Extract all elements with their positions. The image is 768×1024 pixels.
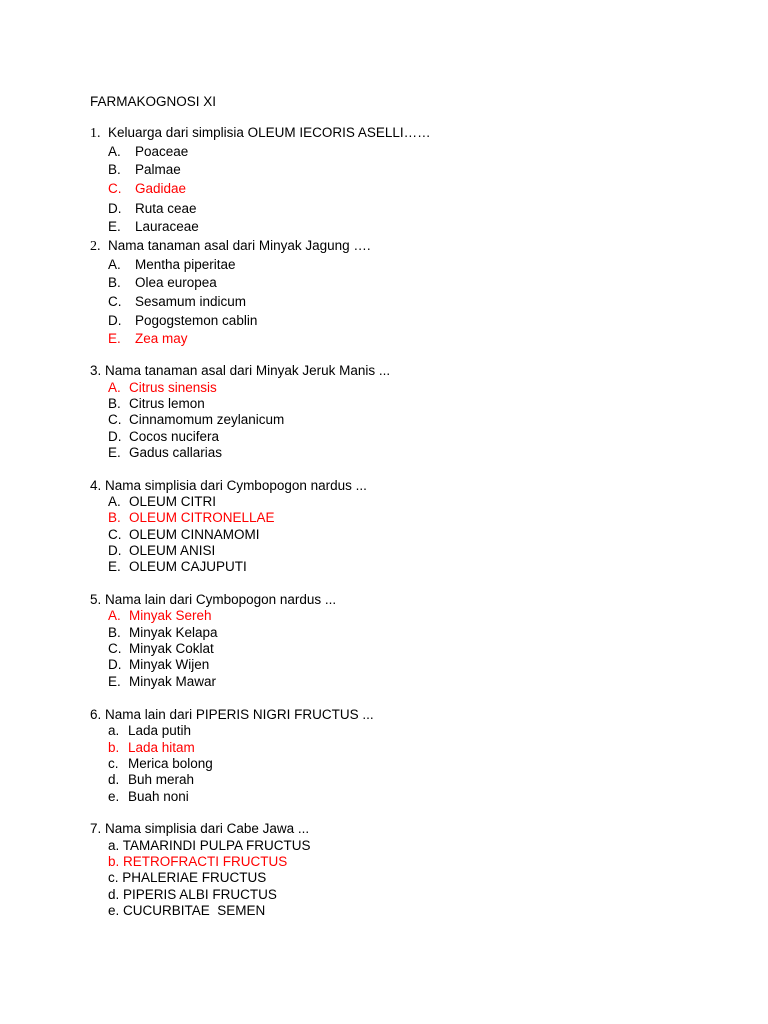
answer-option-correct bbox=[108, 380, 217, 396]
answer-option bbox=[108, 625, 218, 641]
option-text: Poaceae bbox=[135, 144, 189, 159]
option-label: B. bbox=[108, 510, 121, 525]
question-number: 1. bbox=[90, 126, 101, 141]
option-label: A. bbox=[108, 608, 121, 623]
option-label: d. bbox=[108, 887, 120, 902]
option-text: Lada hitam bbox=[128, 740, 195, 755]
option-label: a. bbox=[108, 838, 120, 853]
answer-option-correct bbox=[108, 510, 275, 526]
question-5 bbox=[90, 592, 336, 608]
question-number: 6. bbox=[90, 707, 102, 722]
question-number: 5. bbox=[90, 592, 102, 607]
option-label: e. bbox=[108, 789, 120, 804]
answer-option bbox=[108, 657, 209, 673]
option-label: C. bbox=[108, 181, 122, 196]
option-label: D. bbox=[108, 657, 122, 672]
question-text: Nama lain dari Cymbopogon nardus ... bbox=[105, 592, 337, 607]
option-label: D. bbox=[108, 201, 122, 216]
answer-option bbox=[108, 772, 194, 788]
option-text: OLEUM CITRI bbox=[129, 494, 217, 509]
question-number: 3. bbox=[90, 363, 102, 378]
option-label: b. bbox=[108, 854, 120, 869]
answer-option-correct bbox=[108, 331, 188, 347]
option-text: Zea may bbox=[135, 331, 188, 346]
question-1 bbox=[90, 125, 431, 142]
question-3 bbox=[90, 363, 390, 379]
option-text: PIPERIS ALBI FRUCTUS bbox=[123, 887, 277, 902]
option-text: Lada putih bbox=[128, 723, 192, 738]
question-number: 2. bbox=[90, 239, 101, 254]
answer-option bbox=[108, 641, 214, 657]
answer-option bbox=[108, 429, 219, 445]
option-label: D. bbox=[108, 429, 122, 444]
option-text: Palmae bbox=[135, 162, 181, 177]
question-text: Keluarga dari simplisia OLEUM IECORIS ASELLI…… bbox=[108, 125, 431, 140]
option-label: b. bbox=[108, 740, 120, 755]
option-text: Minyak Wijen bbox=[129, 657, 210, 672]
option-label: c. bbox=[108, 756, 119, 771]
option-text: Pogogstemon cablin bbox=[135, 313, 258, 328]
option-label: B. bbox=[108, 625, 121, 640]
answer-option bbox=[108, 144, 188, 160]
option-text: Minyak Coklat bbox=[129, 641, 214, 656]
answer-option bbox=[108, 294, 246, 310]
option-text: OLEUM CAJUPUTI bbox=[129, 559, 247, 574]
option-label: E. bbox=[108, 559, 121, 574]
option-text: Lauraceae bbox=[135, 219, 199, 234]
question-text: Nama simplisia dari Cymbopogon nardus ... bbox=[105, 478, 367, 493]
answer-option bbox=[108, 527, 260, 543]
option-text: OLEUM CINNAMOMI bbox=[129, 527, 260, 542]
option-label: B. bbox=[108, 396, 121, 411]
answer-option bbox=[108, 412, 284, 428]
option-text: OLEUM ANISI bbox=[129, 543, 216, 558]
question-2 bbox=[90, 238, 371, 255]
option-label: D. bbox=[108, 313, 122, 328]
option-label: B. bbox=[108, 275, 121, 290]
answer-option bbox=[108, 674, 216, 690]
question-text: Nama simplisia dari Cabe Jawa ... bbox=[105, 821, 310, 836]
option-label: A. bbox=[108, 144, 121, 159]
option-label: A. bbox=[108, 257, 121, 272]
option-label: A. bbox=[108, 380, 121, 395]
option-text: TAMARINDI PULPA FRUCTUS bbox=[122, 838, 311, 853]
answer-option bbox=[108, 838, 311, 854]
option-label: C. bbox=[108, 412, 122, 427]
question-text: Nama tanaman asal dari Minyak Jeruk Manis ... bbox=[105, 363, 391, 378]
option-label: d. bbox=[108, 772, 120, 787]
answer-option bbox=[108, 756, 213, 772]
question-number: 4. bbox=[90, 478, 102, 493]
option-text: Minyak Sereh bbox=[129, 608, 212, 623]
answer-option-correct bbox=[108, 181, 186, 197]
question-text: Nama lain dari PIPERIS NIGRI FRUCTUS ... bbox=[105, 707, 374, 722]
question-text: Nama tanaman asal dari Minyak Jagung …. bbox=[108, 238, 371, 253]
answer-option bbox=[108, 870, 266, 886]
answer-option bbox=[108, 903, 265, 919]
option-text: Ruta ceae bbox=[135, 201, 197, 216]
answer-option-correct bbox=[108, 854, 287, 870]
option-label: C. bbox=[108, 294, 122, 309]
option-label: E. bbox=[108, 445, 121, 460]
option-text: Minyak Mawar bbox=[129, 674, 217, 689]
option-text: Cinnamomum zeylanicum bbox=[129, 412, 285, 427]
option-label: a. bbox=[108, 723, 120, 738]
option-label: E. bbox=[108, 331, 121, 346]
answer-option bbox=[108, 543, 215, 559]
option-label: B. bbox=[108, 162, 121, 177]
option-text: OLEUM CITRONELLAE bbox=[129, 510, 275, 525]
option-label: c. bbox=[108, 870, 119, 885]
answer-option bbox=[108, 219, 199, 235]
option-text: Buah noni bbox=[128, 789, 189, 804]
question-6 bbox=[90, 707, 374, 723]
answer-option bbox=[108, 396, 205, 412]
answer-option-correct bbox=[108, 740, 195, 756]
option-text: PHALERIAE FRUCTUS bbox=[122, 870, 267, 885]
option-label: D. bbox=[108, 543, 122, 558]
option-text: Olea europea bbox=[135, 275, 217, 290]
document-title: FARMAKOGNOSI XI bbox=[90, 94, 217, 109]
option-label: E. bbox=[108, 219, 121, 234]
option-text: Minyak Kelapa bbox=[129, 625, 218, 640]
answer-option bbox=[108, 887, 277, 903]
option-text: Mentha piperitae bbox=[135, 257, 236, 272]
answer-option bbox=[108, 275, 217, 291]
answer-option bbox=[108, 789, 189, 805]
option-text: RETROFRACTI FRUCTUS bbox=[123, 854, 288, 869]
question-7 bbox=[90, 821, 309, 837]
answer-option bbox=[108, 723, 191, 739]
option-label: e. bbox=[108, 903, 120, 918]
option-text: CUCURBITAE SEMEN bbox=[123, 903, 266, 918]
option-text: Citrus lemon bbox=[129, 396, 205, 411]
option-text: Cocos nucifera bbox=[129, 429, 220, 444]
option-label: A. bbox=[108, 494, 121, 509]
answer-option bbox=[108, 313, 257, 329]
answer-option bbox=[108, 162, 181, 178]
option-text: Citrus sinensis bbox=[129, 380, 217, 395]
answer-option-correct bbox=[108, 608, 212, 624]
option-label: E. bbox=[108, 674, 121, 689]
answer-option bbox=[108, 257, 236, 273]
answer-option bbox=[108, 494, 216, 510]
question-4 bbox=[90, 478, 367, 494]
option-text: Merica bolong bbox=[128, 756, 213, 771]
answer-option bbox=[108, 559, 247, 575]
option-label: C. bbox=[108, 641, 122, 656]
option-text: Buh merah bbox=[128, 772, 195, 787]
answer-option bbox=[108, 201, 197, 217]
option-label: C. bbox=[108, 527, 122, 542]
answer-option bbox=[108, 445, 222, 461]
option-text: Gadus callarias bbox=[129, 445, 223, 460]
option-text: Gadidae bbox=[135, 181, 187, 196]
option-text: Sesamum indicum bbox=[135, 294, 247, 309]
question-number: 7. bbox=[90, 821, 102, 836]
